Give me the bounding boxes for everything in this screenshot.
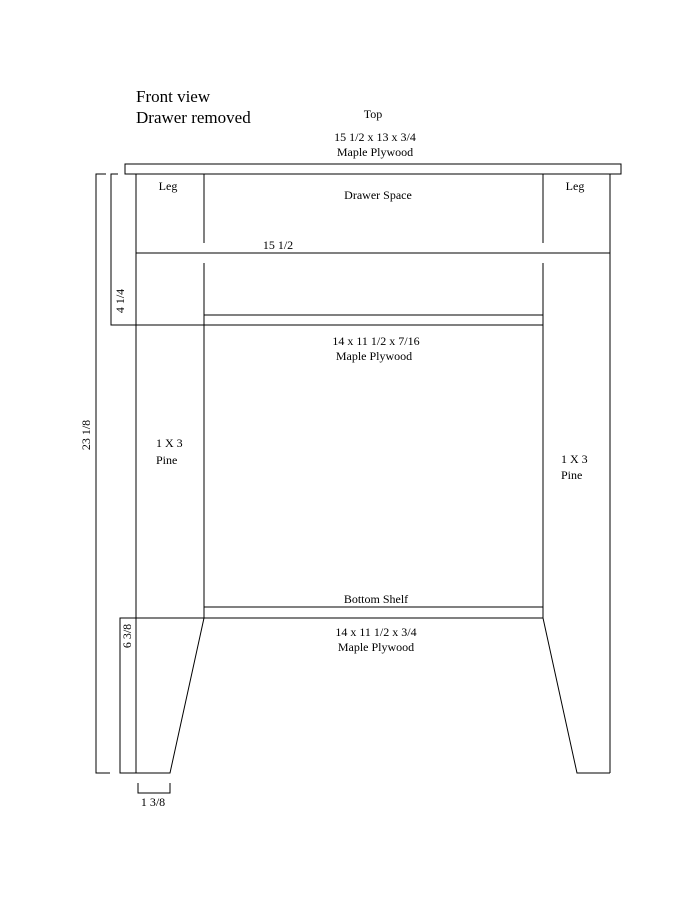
total-height-bracket (96, 174, 110, 773)
left-leg-tapered-foot (136, 618, 204, 773)
foot-width-label: 1 3/8 (140, 795, 166, 809)
drawer-space-label: Drawer Space (344, 188, 412, 202)
right-leg-tapered-foot (543, 618, 610, 773)
top-board (125, 164, 621, 174)
drawer-shelf-material: Maple Plywood (335, 349, 413, 363)
right-leg-material-size: 1 X 3 (561, 452, 588, 466)
bottom-shelf-dims: 14 x 11 1/2 x 3/4 (335, 625, 417, 639)
left-leg-label: Leg (158, 179, 178, 193)
heading-front-view: Front view (136, 87, 211, 106)
drawer-shelf-dims: 14 x 11 1/2 x 7/16 (332, 334, 420, 348)
foot-width-bracket (138, 783, 170, 793)
total-height-label: 23 1/8 (79, 419, 93, 451)
top-label: Top (363, 107, 383, 121)
right-leg-label: Leg (565, 179, 585, 193)
left-leg-material-name: Pine (156, 453, 178, 467)
apron-height-label: 4 1/4 (113, 288, 127, 314)
bottom-shelf-label: Bottom Shelf (343, 592, 409, 606)
top-dims: 15 1/2 x 13 x 3/4 (334, 130, 416, 144)
inner-width-label: 15 1/2 (262, 238, 294, 252)
heading-drawer-removed: Drawer removed (136, 108, 251, 127)
top-material: Maple Plywood (336, 145, 414, 159)
right-leg-material-name: Pine (561, 468, 583, 482)
lower-leg-height-label: 6 3/8 (120, 623, 134, 649)
bottom-shelf-material: Maple Plywood (337, 640, 415, 654)
left-leg-material-size: 1 X 3 (156, 436, 183, 450)
